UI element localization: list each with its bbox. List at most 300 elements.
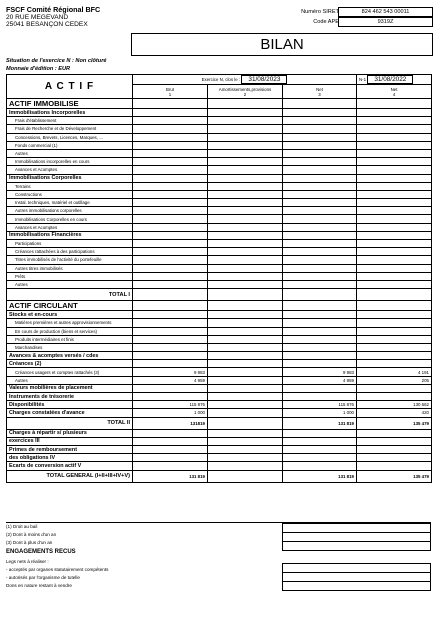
row-amort (208, 166, 283, 174)
row-net-n1 (357, 223, 432, 231)
row-net (283, 384, 357, 392)
row-label: Immobilisations incorporelles en cours (7, 158, 133, 166)
table-row (7, 223, 432, 231)
row-amort (208, 462, 283, 470)
row-amort (208, 248, 283, 256)
row-brut (133, 384, 208, 392)
row-net-n1 (357, 384, 432, 392)
table-row (7, 335, 432, 343)
row-brut (133, 454, 208, 462)
row-amort (208, 272, 283, 280)
row-brut (133, 352, 208, 360)
row-brut: 1 000 (133, 409, 208, 417)
row-amort (208, 99, 283, 109)
row-net (283, 166, 357, 174)
row-brut (133, 125, 208, 133)
row-label: Autres (7, 376, 133, 384)
table-row (7, 207, 432, 215)
row-label: Primes de remboursement (7, 445, 133, 453)
row-brut (133, 311, 208, 319)
row-net-n1 (357, 301, 432, 311)
row-amort (208, 393, 283, 401)
table-row (7, 401, 432, 409)
row-label: ACTIF IMMOBILISE (7, 99, 133, 109)
row-net (283, 248, 357, 256)
table-row (7, 109, 432, 117)
row-net-n1: 205 (357, 376, 432, 384)
row-net-n1 (357, 248, 432, 256)
row-amort (208, 429, 283, 437)
row-label: ACTIF CIRCULANT (7, 301, 133, 311)
row-net: 131 819 (283, 470, 357, 482)
row-net (283, 133, 357, 141)
row-label: TOTAL II (7, 417, 133, 429)
row-net-n1 (357, 231, 432, 239)
row-net-n1 (357, 393, 432, 401)
row-brut (133, 256, 208, 264)
organisation-block (6, 6, 100, 29)
footnotes (6, 522, 431, 591)
row-net (283, 301, 357, 311)
currency-text: Monnaie d'édition : EUR (6, 66, 71, 72)
col-net-n1: Net 4 (357, 85, 432, 99)
row-net (283, 109, 357, 117)
row-net-n1 (357, 109, 432, 117)
row-label: Autres (7, 149, 133, 157)
exercice-n-label: Exercice N, clos le : (201, 77, 241, 82)
row-label: Autres (7, 280, 133, 288)
row-net-n1 (357, 445, 432, 453)
table-row (7, 470, 432, 482)
row-net-n1 (357, 327, 432, 335)
row-net-n1 (357, 437, 432, 445)
row-amort (208, 368, 283, 376)
row-brut (133, 133, 208, 141)
footnote-1: (1) Droit au bail (6, 524, 38, 529)
row-net: 1 000 (283, 409, 357, 417)
row-brut (133, 248, 208, 256)
row-amort (208, 240, 283, 248)
row-brut (133, 272, 208, 280)
ape-value: 9319Z (338, 17, 433, 27)
row-amort (208, 384, 283, 392)
row-net-n1 (357, 125, 432, 133)
row-net (283, 327, 357, 335)
row-net (283, 454, 357, 462)
row-net: 131 819 (283, 417, 357, 429)
table-row (7, 125, 432, 133)
footnote-2: (2) Dont à moins d'un an (6, 532, 57, 537)
row-amort (208, 174, 283, 182)
table-row (7, 190, 432, 198)
row-brut (133, 462, 208, 470)
row-net (283, 335, 357, 343)
row-label: Instal. techniques, matériel et outillage (7, 199, 133, 207)
row-amort (208, 109, 283, 117)
n1-cell (357, 75, 432, 85)
org-address-line2: 25041 BESANÇON CEDEX (6, 21, 88, 29)
row-net-n1 (357, 199, 432, 207)
row-label: Participations (7, 240, 133, 248)
row-amort (208, 141, 283, 149)
actif-heading: A C T I F (7, 75, 133, 99)
siret-label: Numéro SIRET (301, 9, 339, 15)
actif-table (6, 74, 432, 483)
row-net (283, 240, 357, 248)
table-row (7, 117, 432, 125)
row-label: Constructions (7, 190, 133, 198)
row-brut (133, 327, 208, 335)
row-net (283, 158, 357, 166)
row-amort (208, 470, 283, 482)
row-label: Avances et Acomptes (7, 166, 133, 174)
row-amort (208, 445, 283, 453)
row-net (283, 215, 357, 223)
table-row (7, 141, 432, 149)
table-row (7, 327, 432, 335)
exercice-n-date: 31/08/2023 (241, 75, 287, 84)
row-net-n1 (357, 166, 432, 174)
row-net (283, 289, 357, 301)
row-net-n1 (357, 319, 432, 327)
row-amort (208, 401, 283, 409)
row-net-n1 (357, 240, 432, 248)
row-label: des obligations IV (7, 454, 133, 462)
row-net-n1: 135 479 (357, 417, 432, 429)
row-amort (208, 215, 283, 223)
table-row (7, 429, 432, 437)
table-row (7, 409, 432, 417)
row-net-n1: 130 662 (357, 401, 432, 409)
table-row (7, 289, 432, 301)
row-net-n1 (357, 182, 432, 190)
row-amort (208, 289, 283, 301)
row-label: Immobilisations Corporelles (7, 174, 133, 182)
row-amort (208, 264, 283, 272)
row-net-n1 (357, 256, 432, 264)
table-row (7, 264, 432, 272)
row-net-n1 (357, 215, 432, 223)
row-brut (133, 343, 208, 351)
row-brut (133, 199, 208, 207)
col-net: Net 3 (283, 85, 357, 99)
legs-authorised: - autorisés par l'organisme de tutelle (6, 575, 80, 580)
row-brut (133, 360, 208, 368)
row-net-n1 (357, 289, 432, 301)
row-label: Créances rattachées à des participations (7, 248, 133, 256)
row-label: TOTAL GENERAL (I+II+III+IV+V) (7, 470, 133, 482)
row-amort (208, 352, 283, 360)
row-label: En cours de production (biens et services) (7, 327, 133, 335)
row-net (283, 99, 357, 109)
row-net-n1 (357, 174, 432, 182)
row-brut (133, 437, 208, 445)
row-amort (208, 376, 283, 384)
row-label: Créances usagers et comptes rattachés (3) (7, 368, 133, 376)
row-brut (133, 223, 208, 231)
org-address-line1: 20 RUE MEGEVAND (6, 13, 69, 21)
row-net-n1 (357, 429, 432, 437)
row-brut (133, 280, 208, 288)
table-row (7, 133, 432, 141)
row-brut (133, 301, 208, 311)
table-row (7, 454, 432, 462)
table-row (7, 240, 432, 248)
row-label: Immobilisations Incorporelles (7, 109, 133, 117)
row-net (283, 149, 357, 157)
row-label: Fonds commercial (1) (7, 141, 133, 149)
row-net-n1 (357, 454, 432, 462)
row-brut (133, 240, 208, 248)
table-row (7, 343, 432, 351)
row-brut (133, 99, 208, 109)
row-amort (208, 158, 283, 166)
row-net-n1 (357, 264, 432, 272)
row-net-n1 (357, 207, 432, 215)
table-row (7, 352, 432, 360)
row-net-n1 (357, 343, 432, 351)
siret-value: 824 462 543 00011 (338, 7, 433, 17)
row-label: Créances (2) (7, 360, 133, 368)
table-row (7, 301, 432, 311)
table-row (7, 248, 432, 256)
table-row (7, 311, 432, 319)
row-net-n1 (357, 141, 432, 149)
row-brut (133, 429, 208, 437)
row-net (283, 231, 357, 239)
table-row (7, 417, 432, 429)
table-row (7, 368, 432, 376)
row-label: Avances et Acomptes (7, 223, 133, 231)
row-net-n1 (357, 190, 432, 198)
table-row (7, 319, 432, 327)
row-net: 4 959 (283, 376, 357, 384)
row-label: Ecarts de conversion actif V (7, 462, 133, 470)
row-amort (208, 182, 283, 190)
table-row (7, 393, 432, 401)
row-brut (133, 158, 208, 166)
row-net (283, 311, 357, 319)
table-row (7, 158, 432, 166)
row-label: Terrains (7, 182, 133, 190)
row-amort (208, 311, 283, 319)
row-amort (208, 256, 283, 264)
engagements-heading: ENGAGEMENTS RECUS (6, 549, 76, 555)
row-brut (133, 207, 208, 215)
row-label: Charges constatées d'avance (7, 409, 133, 417)
row-brut (133, 231, 208, 239)
row-label: Disponibilités (7, 401, 133, 409)
row-net (283, 319, 357, 327)
col-brut: Brut 1 (133, 85, 208, 99)
row-amort (208, 190, 283, 198)
row-amort (208, 409, 283, 417)
table-row (7, 280, 432, 288)
row-amort (208, 149, 283, 157)
row-net: 115 876 (283, 401, 357, 409)
row-net (283, 207, 357, 215)
row-label: Frais de Recherche et de Développement (7, 125, 133, 133)
row-label: Avances & acomptes versés / cdes (7, 352, 133, 360)
row-label: Charges à répartir s/ plusieurs (7, 429, 133, 437)
table-row (7, 384, 432, 392)
row-net (283, 264, 357, 272)
row-amort (208, 343, 283, 351)
row-label: Prêts (7, 272, 133, 280)
table-row (7, 437, 432, 445)
dons-nature: Dons en nature restant à vendre (6, 583, 72, 588)
row-amort (208, 360, 283, 368)
row-net-n1: 420 (357, 409, 432, 417)
row-net-n1 (357, 158, 432, 166)
row-net (283, 182, 357, 190)
legs-accepted: - acceptés par organes statutairement compétents (6, 567, 109, 572)
row-brut: 115 876 (133, 401, 208, 409)
n1-date: 31/08/2022 (367, 75, 413, 84)
table-row (7, 256, 432, 264)
row-net-n1 (357, 272, 432, 280)
row-brut (133, 109, 208, 117)
row-net (283, 437, 357, 445)
row-net-n1 (357, 149, 432, 157)
row-net (283, 141, 357, 149)
table-row (7, 215, 432, 223)
row-net-n1 (357, 117, 432, 125)
row-amort (208, 223, 283, 231)
row-net-n1 (357, 360, 432, 368)
row-amort (208, 319, 283, 327)
row-amort (208, 199, 283, 207)
row-net-n1: 135 479 (357, 470, 432, 482)
row-amort (208, 327, 283, 335)
exercice-n-cell (133, 75, 357, 85)
row-label: Titres immobilisés de l'activité du portefeuille (7, 256, 133, 264)
row-amort (208, 280, 283, 288)
page-title: BILAN (131, 33, 433, 56)
table-row (7, 272, 432, 280)
row-net (283, 343, 357, 351)
row-brut: 131 819 (133, 470, 208, 482)
row-amort (208, 301, 283, 311)
table-row (7, 174, 432, 182)
row-net (283, 429, 357, 437)
row-amort (208, 133, 283, 141)
row-net (283, 352, 357, 360)
row-net (283, 174, 357, 182)
row-label: Marchandises (7, 343, 133, 351)
row-amort (208, 335, 283, 343)
row-label: Produits intermédiaires et finis (7, 335, 133, 343)
row-net (283, 272, 357, 280)
row-brut (133, 174, 208, 182)
row-net-n1 (357, 280, 432, 288)
row-amort (208, 417, 283, 429)
row-net-n1 (357, 352, 432, 360)
row-brut (133, 117, 208, 125)
row-amort (208, 117, 283, 125)
row-amort (208, 231, 283, 239)
row-net (283, 445, 357, 453)
row-label: Autres immobilisations corporelles (7, 207, 133, 215)
table-row (7, 462, 432, 470)
row-label: exercices III (7, 437, 133, 445)
footnote-3: (3) Dont à plus d'un an (6, 540, 53, 545)
row-net (283, 190, 357, 198)
row-label: Immobilisations Financières (7, 231, 133, 239)
row-net (283, 393, 357, 401)
row-brut (133, 445, 208, 453)
row-amort (208, 437, 283, 445)
row-label: Concessions, Brevets, Licences, Marques, ... (7, 133, 133, 141)
row-label: Stocks et en-cours (7, 311, 133, 319)
row-net-n1: 4 191 (357, 368, 432, 376)
row-net (283, 223, 357, 231)
row-brut (133, 182, 208, 190)
table-row (7, 445, 432, 453)
row-net (283, 199, 357, 207)
row-net (283, 360, 357, 368)
ape-label: Code APE (313, 19, 339, 25)
row-brut (133, 319, 208, 327)
row-label: TOTAL I (7, 289, 133, 301)
row-label: Frais d'établissement (7, 117, 133, 125)
row-brut (133, 190, 208, 198)
row-brut (133, 166, 208, 174)
row-net-n1 (357, 99, 432, 109)
n1-label: N-1 (359, 77, 367, 82)
row-net (283, 117, 357, 125)
table-row (7, 182, 432, 190)
row-brut (133, 141, 208, 149)
table-row (7, 149, 432, 157)
row-net (283, 256, 357, 264)
row-net: 9 983 (283, 368, 357, 376)
table-row (7, 360, 432, 368)
row-net-n1 (357, 311, 432, 319)
row-brut (133, 264, 208, 272)
row-net-n1 (357, 462, 432, 470)
legs-label: Legs nets à réaliser : (6, 559, 49, 564)
row-label: Instruments de trésorerie (7, 393, 133, 401)
table-row (7, 376, 432, 384)
row-brut (133, 335, 208, 343)
row-brut (133, 393, 208, 401)
table-row (7, 99, 432, 109)
row-amort (208, 125, 283, 133)
row-label: Valeurs mobilières de placement (7, 384, 133, 392)
row-net (283, 280, 357, 288)
table-row (7, 166, 432, 174)
row-net (283, 125, 357, 133)
row-brut (133, 215, 208, 223)
row-brut (133, 149, 208, 157)
situation-text: Situation de l'exercice N : Non clôturé (6, 58, 107, 64)
row-label: Matières premières et autres approvisionnements (7, 319, 133, 327)
row-brut: 131819 (133, 417, 208, 429)
table-row (7, 199, 432, 207)
row-amort (208, 207, 283, 215)
table-row (7, 231, 432, 239)
row-brut (133, 289, 208, 301)
row-brut: 9 983 (133, 368, 208, 376)
row-net-n1 (357, 133, 432, 141)
org-name: FSCF Comité Régional BFC (6, 5, 101, 14)
row-brut: 4 959 (133, 376, 208, 384)
row-amort (208, 454, 283, 462)
row-label: Immobilisations Corporelles en cours (7, 215, 133, 223)
row-net (283, 462, 357, 470)
col-amort: Amortissements,provisions 2 (208, 85, 283, 99)
